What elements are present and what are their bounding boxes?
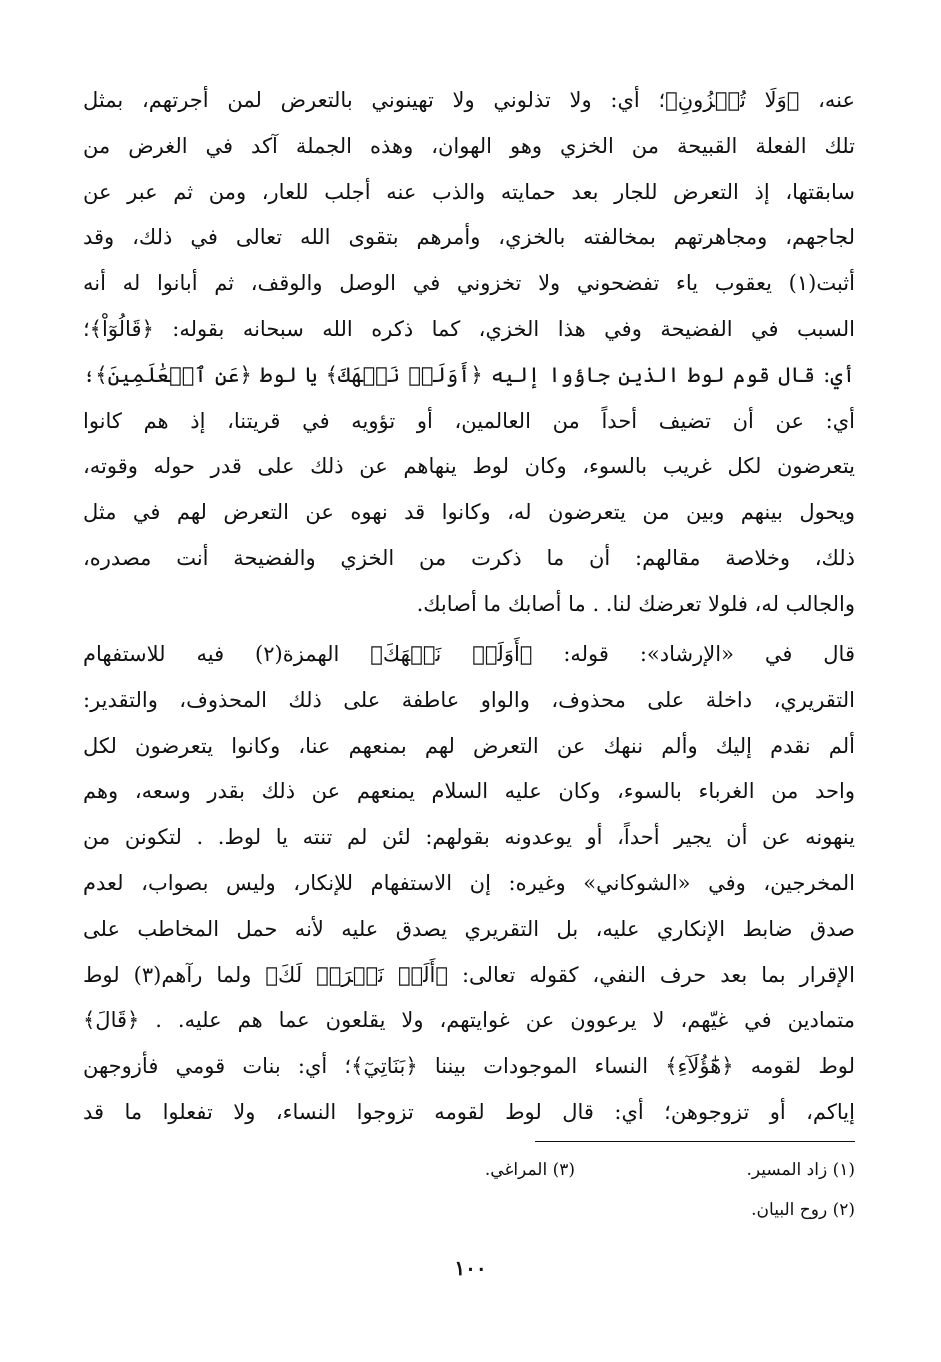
text-line: لوط لقومه ﴿هَٰٓؤُلَآءِ﴾ النساء الموجودات بيننا ﴿بَنَاتِيٓ﴾؛ أي: بنات قومي فأزوجهن [83,1054,855,1079]
text-line: المخرجين، وفي «الشوكاني» وغيره: إن الاستفهام للإنكار، وليس بصواب، لعدم [83,870,855,895]
text-line: أي: قال قوم لوط الذين جاؤوا إليه ﴿أَوَلَمۡ نَنۡهَكَ﴾ يا لوط ﴿عَنِ ٱلۡعَٰلَمِينَ﴾؛ [83,362,855,387]
footnote-3: (٣) المراغي. [484,1160,575,1180]
paragraph-2 [83,632,855,1136]
footnotes [295,1158,855,1238]
footnote-row [295,1198,855,1238]
text-line: أي: عن أن تضيف أحداً من العالمين، أو تؤويه في قريتنا، إذ هم كانوا [83,408,855,433]
text-line: والجالب له، فلولا تعرضك لنا. . ما أصابك ما أصابك. [416,591,855,616]
text-line: الإقرار بما بعد حرف النفي، كقوله تعالى: ﴿أَلَمۡ نَشۡرَحۡ لَكَ﴾ ولما رآهم(٣) لوط [83,962,855,987]
text-line: صدق ضابط الإنكاري عليه، بل التقريري يصدق عليه لأنه حمل المخاطب على [83,916,855,941]
text-line: تلك الفعلة القبيحة من الخزي وهو الهوان، وهذه الجملة آكد في الغرض من [83,133,855,158]
text-line: سابقتها، إذ التعرض للجار بعد حمايته والذب عنه أجلب للعار، ومن ثم عبر عن [83,179,855,204]
text-line: قال في «الإرشاد»: قوله: ﴿أَوَلَمۡ نَنۡهَكَ﴾ الهمزة(٢) فيه للاستفهام [83,642,855,666]
text-line: ينهونه عن أن يجير أحداً، أو يوعدونه بقولهم: لئن لم تنته يا لوط. . لتكونن من [83,825,855,850]
text-line: متمادين في غيّهم، لا يرعوون عن غوايتهم، ولا يقلعون عما هم عليه. . ﴿قَالَ﴾ [83,1008,855,1033]
footnote-2: (٢) روح البيان. [751,1200,855,1220]
page-number: ١٠٠ [454,1256,487,1280]
text-line: ذلك، وخلاصة مقالهم: أن ما ذكرت من الخزي والفضيحة أنت مصدره، [83,545,855,570]
text-line: واحد من الغرباء بالسوء، وكان عليه السلام يمنعهم عن ذلك بقدر وسعه، وهم [83,779,855,804]
paragraph-1 [83,78,855,628]
text-line: ويحول بينهم وبين من يتعرضون له، وكانوا قد نهوه عن التعرض لهم في مثل [83,500,855,525]
text-line: عنه، ﴿وَلَا تُخۡزُونِ﴾؛ أي: ولا تذلوني ولا تهينوني بالتعرض لمن أجرتهم، بمثل [83,88,855,112]
footnote-separator [535,1141,855,1142]
text-line: لجاجهم، ومجاهرتهم بمخالفته بالخزي، وأمرهم بتقوى الله تعالى في ذلك، وقد [83,225,855,250]
footnote-1: (١) زاد المسير. [746,1160,855,1180]
text-line: أثبت(١) يعقوب ياء تفضحوني ولا تخزوني في الوصل والوقف، ثم أبانوا له أنه [83,271,855,296]
text-line: السبب في الفضيحة وفي هذا الخزي، كما ذكره الله سبحانه بقوله: ﴿قَالُوٓاْ﴾؛ [83,316,855,341]
footnote-row [295,1158,855,1198]
text-line: يتعرضون لكل غريب بالسوء، وكان لوط ينهاهم عن ذلك على قدر حوله وقوته، [83,454,855,479]
text-line: إياكم، أو تزوجوهن؛ أي: قال لوط لقومه تزوجوا النساء، ولا تفعلوا ما قد [83,1099,855,1124]
text-line: التقريري، داخلة على محذوف، والواو عاطفة على ذلك المحذوف، والتقدير: [83,687,855,712]
text-line: ألم نقدم إليك وألم ننهك عن التعرض لهم بمنعهم عنا، وكانوا يتعرضون لكل [83,733,855,758]
